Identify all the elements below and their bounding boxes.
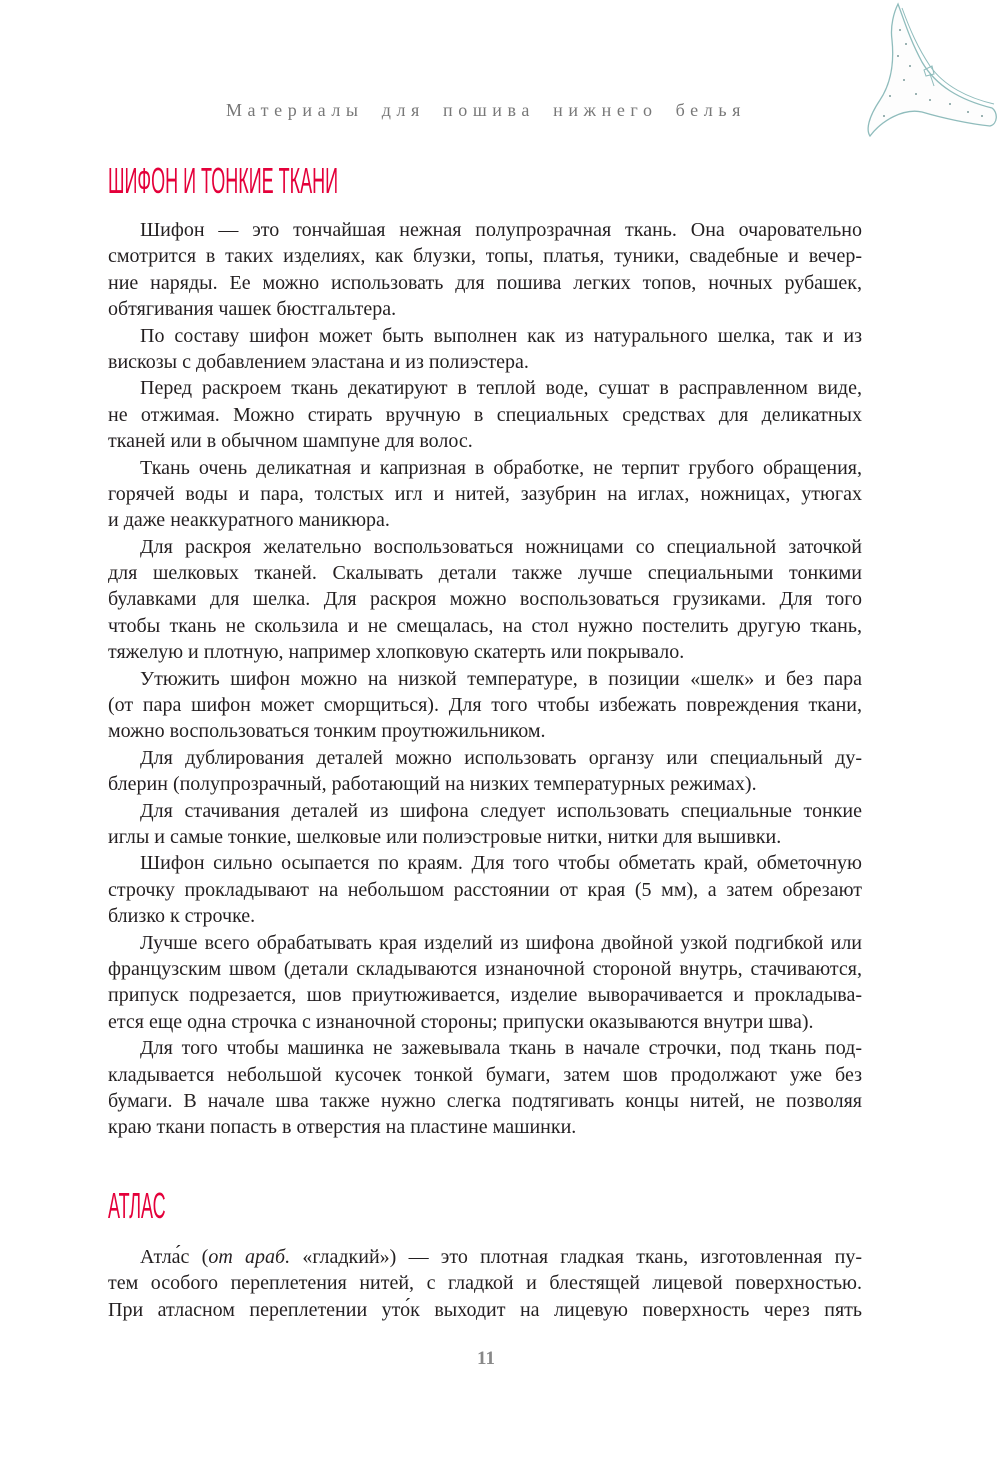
- lingerie-sketch-icon: [860, 0, 1000, 142]
- text-line: не отжимая. Можно стирать вручную в специальных средствах для деликатных: [108, 403, 862, 426]
- text-line: французским швом (детали складываются изнаночной стороной внутрь, стачиваются,: [108, 957, 862, 980]
- text-line: ние наряды. Ее можно использовать для пошива легких топов, ночных рубашек,: [108, 271, 862, 294]
- running-header: Материалы для пошива нижнего белья: [225, 100, 747, 120]
- text-line: обтягивания чашек бюстгальтера.: [108, 298, 397, 321]
- text-line: Для раскроя желательно воспользоваться ножницами со специальной заточкой: [140, 535, 862, 558]
- chiffon-body-text: [108, 217, 862, 1141]
- text-line: При атласном переплетении уто́к выходит на лицевую поверхность через пять: [108, 1298, 862, 1321]
- text-line: тяжелую и плотную, например хлопковую скатерть или покрывало.: [108, 641, 685, 664]
- text-line: ется еще одна строчка с изнаночной стороны; припуски оказываются внутри шва).: [108, 1010, 814, 1033]
- italic-text: от араб.: [208, 1246, 291, 1268]
- text-segment: Атла́с (: [140, 1246, 209, 1268]
- text-line: вискозы с добавлением эластана и из полиэстера.: [108, 350, 529, 373]
- text-line: кладывается небольшой кусочек тонкой бумаги, затем шов продолжают уже без: [108, 1063, 862, 1086]
- text-line: можно воспользоваться тонким проутюжильником.: [108, 720, 546, 743]
- text-line: Утюжить шифон можно на низкой температуре, в позиции «шелк» и без пара: [140, 667, 862, 690]
- text-line: булавками для шелка. Для раскроя можно воспользоваться грузиками. Для того: [108, 588, 862, 611]
- text-line: (от пара шифон может сморщиться). Для того чтобы избежать повреждения ткани,: [108, 694, 862, 717]
- text-line: иглы и самые тонкие, шелковые или полиэстровые нитки, нитки для вышивки.: [108, 825, 782, 848]
- text-line: По составу шифон может быть выполнен как из натурального шелка, так и из: [140, 324, 862, 347]
- page-number: 11: [477, 1348, 495, 1369]
- text-line: блерин (полупрозрачный, работающий на низких температурных режимах).: [108, 773, 757, 796]
- text-line: бумаги. В начале шва также нужно слегка подтягивать концы нитей, не позволяя: [108, 1089, 862, 1112]
- text-line: тканей или в обычном шампуне для волос.: [108, 430, 473, 453]
- text-line: Шифон сильно осыпается по краям. Для того чтобы обметать край, обметочную: [140, 852, 862, 875]
- section-heading-satin: АТЛАС: [108, 1185, 166, 1226]
- text-line: краю ткани попасть в отверстия на пластине машинки.: [108, 1116, 577, 1139]
- text-line: горячей воды и пара, толстых игл и нитей, зазубрин на иглах, ножницах, утюгах: [108, 482, 862, 505]
- text-line: [108, 1244, 862, 1270]
- text-line: для шелковых тканей. Скалывать детали также лучше специальными тонкими: [108, 562, 862, 585]
- text-line: Для стачивания деталей из шифона следует использовать специальные тонкие: [140, 799, 862, 822]
- text-line: строчку прокладывают на небольшом расстоянии от края (5 мм), а затем обрезают: [108, 878, 862, 901]
- text-line: чтобы ткань не скользила и не смещалась, на стол нужно постелить другую ткань,: [108, 614, 862, 637]
- text-line: припуск подрезается, шов приутюживается, изделие выворачивается и прокладыва-: [108, 984, 862, 1007]
- text-line: Для дублирования деталей можно использовать органзу или специальный ду-: [140, 746, 862, 769]
- text-line: Лучше всего обрабатывать края изделий из шифона двойной узкой подгибкой или: [140, 931, 862, 954]
- text-line: близко к строчке.: [108, 905, 256, 928]
- text-line: и даже неаккуратного маникюра.: [108, 509, 390, 532]
- text-line: смотрится в таких изделиях, как блузки, топы, платья, туники, свадебные и вечер-: [108, 245, 862, 268]
- text-line: Ткань очень деликатная и капризная в обработке, не терпит грубого обращения,: [140, 456, 862, 479]
- text-line: Шифон — это тончайшая нежная полупрозрачная ткань. Она очаровательно: [140, 219, 862, 241]
- text-line: тем особого переплетения нитей, с гладкой и блестящей лицевой поверхностью.: [108, 1272, 862, 1295]
- text-line: Для того чтобы машинка не зажевывала ткань в начале строчки, под ткань под-: [140, 1037, 862, 1060]
- text-segment: «гладкий») — это плотная гладкая ткань, изготовленная пу-: [290, 1246, 862, 1268]
- text-line: Перед раскроем ткань декатируют в теплой воде, сушат в расправленном виде,: [140, 377, 862, 400]
- section-heading-chiffon: ШИФОН И ТОНКИЕ ТКАНИ: [108, 160, 339, 201]
- satin-body-text: [108, 1244, 862, 1323]
